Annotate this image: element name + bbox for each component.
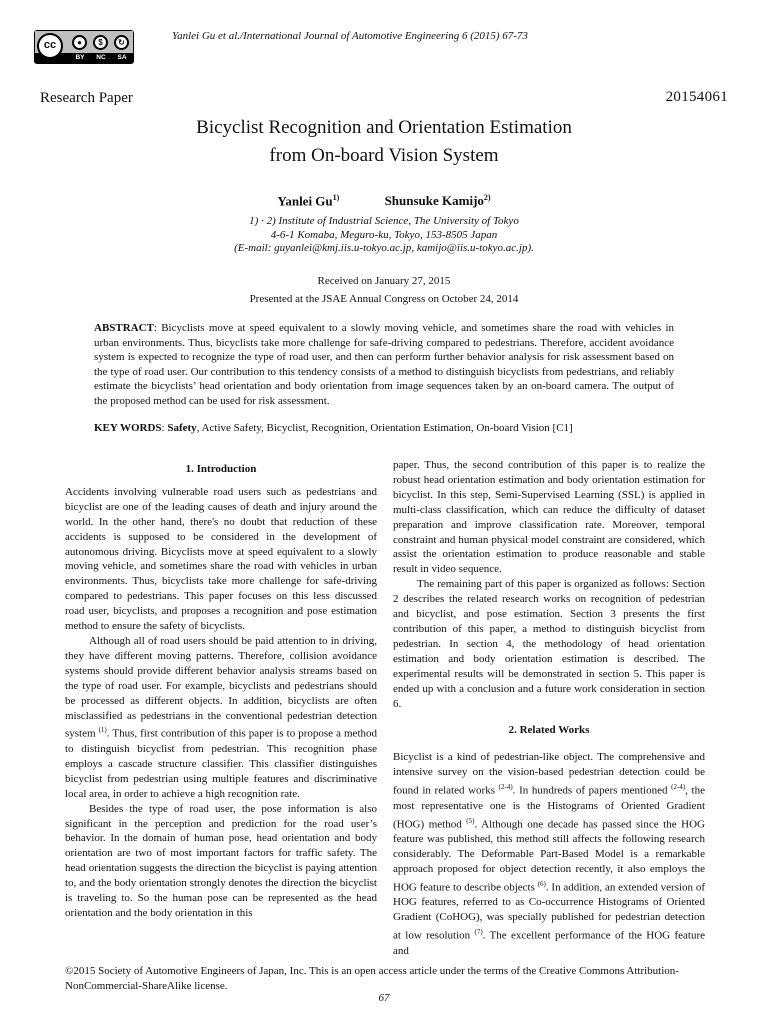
paper-title-line2: from On-board Vision System (269, 145, 499, 166)
section-heading: 1. Introduction (185, 463, 257, 475)
nc-label: NC (96, 54, 106, 61)
citation: (2-4) (671, 783, 686, 792)
sharealike-icon: ↻ (114, 35, 129, 50)
citation: (6) (537, 879, 546, 888)
paragraph (393, 750, 705, 958)
citation: (7) (474, 928, 483, 937)
keywords-label: KEY WORDS (94, 422, 162, 434)
authors (0, 193, 768, 209)
citation: (1) (98, 726, 107, 735)
author-mark: 2) (483, 193, 491, 202)
paragraph: The remaining part of this paper is organized as follows: Section 2 describes the related research works on recognition of pedestrian and bicyclist, and pose estimation. Section 3 presents the first contribution of this paper, a method to distinguish bicyclist from pedestrian. In section 4, the methodology of head orientation estimation and body orientation estimation is described. The experimental results will be demonstrated in section 5. This paper is ended up with a conclusion and a future work consideration in section 6. (393, 578, 705, 710)
affiliation-line: 1) · 2) Institute of Industrial Science, The University of Tokyo (249, 215, 519, 227)
presented-info: Presented at the JSAE Annual Congress on October 24, 2014 (249, 293, 519, 305)
page-number: 67 (378, 992, 390, 1004)
affiliation-email: (E-mail: guyanlei@kmj.iis.u-tokyo.ac.jp, kamijo@iis.u-tokyo.ac.jp). (234, 242, 534, 254)
journal-header: Yanlei Gu et al./International Journal of Automotive Engineering 6 (2015) 67-73 (172, 30, 528, 42)
paper-title-line1: Bicyclist Recognition and Orientation Estimation (196, 117, 572, 138)
keyword-first: Safety (167, 422, 197, 434)
by-attribution-icon: ● (72, 35, 87, 50)
by-label: BY (75, 54, 85, 61)
abstract-text: : Bicyclists move at speed equivalent to a slowly moving vehicle, and sometimes share the road with vehicles in urban environments. Thus, bicyclists take more challenge for safe-driving compared to pedestrians. Therefore, accident avoidance system is expected to recognize the type of road user, and then can perform further behavior analysis for risk assessment based on the type of road user. Our contribution to this tendency consists of a method to distinguish bicyclists from pedestrians, and reliably estimate the bicyclists’ head orientation and body orientation from image sequences taken by an on-board camera. The output of the proposed method can be used for risk assessment. (94, 322, 674, 407)
right-column (393, 458, 705, 959)
author-name: Shunsuke Kamijo (384, 193, 484, 209)
paragraph-text: , the most representative one is the Histograms of Oriented Gradient (HOG) method (393, 784, 705, 831)
keywords: KEY WORDS: Safety, Active Safety, Bicyclist, Recognition, Orientation Estimation, On-board Vision [C1] (94, 422, 573, 434)
paper-type: Research Paper (40, 90, 133, 106)
paragraph (65, 634, 377, 802)
paragraph-text: . The excellent performance of the HOG feature and (393, 929, 705, 957)
paragraph-text: . Thus, first contribution of this paper is to propose a method to distinguish bicyclist from pedestrian. This recognition phase employs a cascade structure classifier. This classifier distinguishes bicyclist from pedestrian using multiple features and discriminative local area, in order to achieve a high recognition rate. (65, 728, 377, 800)
author-name: Yanlei Gu (277, 193, 333, 209)
citation: (5) (466, 816, 475, 825)
cc-by-nc-sa-icon (34, 30, 134, 64)
cc-icon: cc (37, 33, 63, 59)
paragraph-text: . In hundreds of papers mentioned (512, 784, 672, 797)
citation: (2-4) (498, 783, 513, 792)
left-column (65, 462, 377, 921)
abstract (94, 321, 674, 408)
author-mark: 1) (332, 193, 340, 202)
paragraph: Besides the type of road user, the pose information is also significant in the perception and prediction for the road user’s behavior. In the domain of human pose, head orientation and body orientation are two of most important factors for traffic safety. The head orientation suggests the direction the bicyclist is paying attention to, and the body orientation strongly denotes the direction the bicyclist is traveling to. So the human pose can be represented as the head orientation and the body orientation in this (65, 802, 377, 919)
paragraph: Accidents involving vulnerable road users such as pedestrians and bicyclist are one of the leading causes of death and injury around the world. In the other hand, there's no doubt that reduction of these accidents is supposed to be considered in the development of autonomous driving. Bicyclists move at speed equivalent to a slowly moving vehicle, and sometimes share the road with vehicles in urban environments. Thus, bicyclists take more challenge for safe-driving compared to pedestrians. This paper focuses on this less discussed road user, bicyclists, and proposes a recognition and pose estimation method to ensure the safety of bicyclists. (65, 485, 377, 633)
keywords-text: , Active Safety, Bicyclist, Recognition, Orientation Estimation, On-board Vision [C1] (196, 422, 573, 434)
affiliation-address: 4-6-1 Komaba, Meguro-ku, Tokyo, 153-8505 Japan (270, 229, 498, 241)
section-heading: 2. Related Works (508, 724, 590, 737)
paragraph-text: Bicyclist is a kind of pedestrian-like object. The comprehensive and intensive survey on the vision-based pedestrian detection could be found in related works (393, 751, 705, 797)
paragraph-text: . In addition, an extended version of HOG features, referred to as Co-occurrence Histograms of Oriented Gradient (CoHOG), was specially published for pedestrian detection at low resolution (393, 881, 705, 942)
paper-id: 20154061 (665, 89, 728, 105)
paragraph: paper. Thus, the second contribution of this paper is to realize the robust head orientation estimation and body orientation estimation for bicyclist. In this step, Semi-Supervised Learning (SSL) is applied in multi-class classification, which can reduce the difficulty of dataset preparation and improve classification rate. Moreover, temporal constraint and human physical model constraint are considered, which assist the orientation estimation to produce reasonable and stable result in video sequence. (393, 459, 705, 576)
received-date: Received on January 27, 2015 (317, 275, 451, 287)
abstract-label: ABSTRACT (94, 322, 154, 334)
paragraph-text: . Although one decade has passed since the HOG feature was published, this method still affects the following research considerably. The Deformable Part-Based Model is a remarkable approach proposed for object detection recently, it also employs the HOG feature to describe objects (393, 818, 705, 894)
noncommercial-icon: $ (93, 35, 108, 50)
footer-license: ©2015 Society of Automotive Engineers of Japan, Inc. This is an open access article under the terms of the Creative Commons Attribution-NonCommercial-ShareAlike license. (65, 965, 679, 992)
sa-label: SA (117, 54, 127, 61)
paragraph-text: Although all of road users should be paid attention to in driving, they have different moving patterns. Therefore, collision avoidance systems should provide different behavior analysis streams based on the type of road user. For example, bicyclists and pedestrians should be processed as different objects. In addition, bicyclists are often misclassified as pedestrians in the conventional pedestrian detection system (65, 634, 377, 741)
